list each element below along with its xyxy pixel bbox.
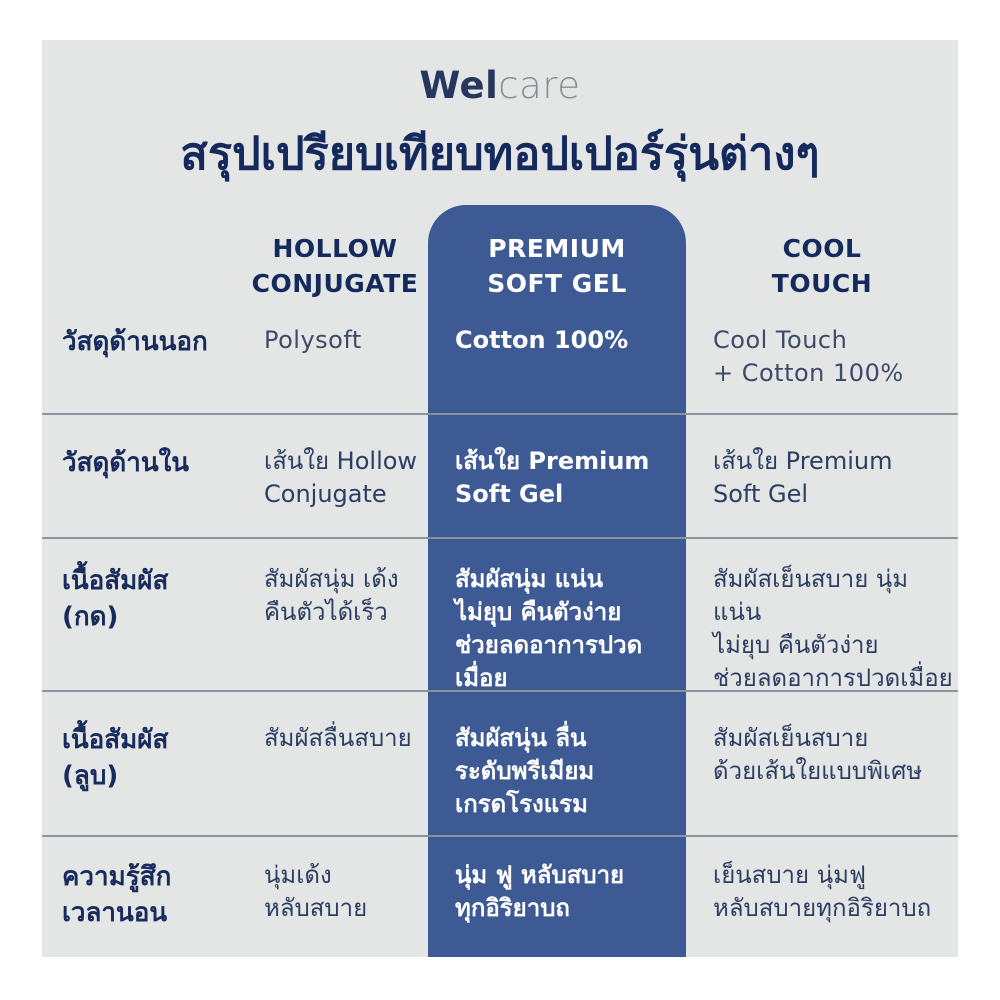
cell-inner-material-cool [686, 415, 958, 537]
row-header-line: (กด) [62, 602, 119, 632]
cell-texture-stroke-cool [686, 692, 958, 835]
cell-line: สัมผัสเย็นสบาย [713, 724, 869, 752]
table-row-sleeping-feel [42, 835, 958, 957]
cell-line: สัมผัสนุ่น ลื่น [455, 724, 587, 752]
column-header-line: SOFT GEL [487, 269, 627, 298]
column-header-hollow-conjugate [242, 205, 428, 310]
row-header-inner-material [42, 415, 242, 537]
welcare-logo [42, 40, 958, 107]
cell-sleeping-feel-cool [686, 837, 958, 957]
table-row-texture-stroke [42, 690, 958, 835]
cell-line: Soft Gel [713, 480, 809, 508]
row-header-sleeping-feel [42, 837, 242, 957]
cell-sleeping-feel-premium [428, 837, 686, 957]
logo-text-wel: Wel [419, 64, 499, 107]
column-header-cool-touch [686, 205, 958, 310]
column-header-line: COOL [782, 234, 862, 263]
cell-outer-material-cool [686, 310, 958, 413]
cell-inner-material-hollow [242, 415, 428, 537]
table-row-outer-material [42, 310, 958, 413]
cell-line: สัมผัสเย็นสบาย นุ่ม แน่น [713, 565, 909, 626]
row-header-line: วัสดุด้านใน [62, 448, 190, 478]
cell-inner-material-premium [428, 415, 686, 537]
column-header-line: TOUCH [771, 269, 873, 298]
cell-outer-material-premium [428, 310, 686, 413]
cell-line: สัมผัสลื่นสบาย [264, 724, 412, 752]
cell-line: ด้วยเส้นใยแบบพิเศษ [713, 757, 923, 785]
cell-line: หลับสบาย [264, 894, 368, 922]
cell-line: ไม่ยุบ คืนตัวง่าย [455, 598, 622, 626]
cell-line: Soft Gel [455, 480, 564, 508]
row-header-line: เนื้อสัมผัส [62, 725, 169, 755]
cell-line: เส้นใย Hollow [264, 447, 418, 475]
column-header-line: PREMIUM [488, 234, 626, 263]
row-header-line: (ลูบ) [62, 761, 119, 791]
logo-text-care: care [498, 64, 581, 107]
cell-line: เส้นใย Premium [455, 447, 650, 475]
row-header-outer-material [42, 310, 242, 413]
cell-line: คืนตัวได้เร็ว [264, 598, 388, 626]
row-header-line: เวลานอน [62, 898, 168, 928]
cell-line: หลับสบายทุกอิริยาบถ [713, 894, 932, 922]
cell-line: ช่วยลดอาการปวดเมื่อย [455, 631, 643, 692]
cell-line: ระดับพรีเมียม [455, 757, 595, 785]
table-row-texture-press [42, 537, 958, 690]
cell-texture-press-hollow [242, 539, 428, 695]
cell-line: เย็นสบาย นุ่มฟู [713, 861, 866, 889]
cell-sleeping-feel-hollow [242, 837, 428, 957]
cell-line: สัมผัสนุ่ม แน่น [455, 565, 604, 593]
row-header-texture-stroke [42, 692, 242, 835]
column-header-premium-soft-gel [428, 205, 686, 310]
cell-line: นุ่ม ฟู หลับสบาย [455, 861, 625, 889]
cell-line: ช่วยลดอาการปวดเมื่อย [713, 664, 953, 692]
cell-texture-stroke-hollow [242, 692, 428, 835]
column-header-line: CONJUGATE [251, 269, 419, 298]
table-row-inner-material [42, 413, 958, 537]
cell-line: Cool Touch [713, 326, 848, 354]
table-header-row [42, 205, 958, 310]
row-header-line: ความรู้สึก [62, 862, 172, 892]
cell-line: Conjugate [264, 480, 387, 508]
cell-outer-material-hollow [242, 310, 428, 413]
cell-line: Polysoft [264, 326, 362, 354]
cell-texture-stroke-premium [428, 692, 686, 835]
column-header-line: HOLLOW [272, 234, 398, 263]
cell-line: สัมผัสนุ่ม เด้ง [264, 565, 399, 593]
cell-line: เส้นใย Premium [713, 447, 893, 475]
row-header-line: วัสดุด้านนอก [62, 327, 208, 357]
cell-line: ไม่ยุบ คืนตัวง่าย [713, 631, 879, 659]
row-header-line: เนื้อสัมผัส [62, 566, 169, 596]
cell-line: เกรดโรงแรม [455, 790, 588, 818]
cell-line: นุ่มเด้ง [264, 861, 332, 889]
page-title: สรุปเปรียบเทียบทอปเปอร์รุ่นต่างๆ [180, 127, 820, 180]
cell-line: + Cotton 100% [713, 359, 904, 387]
cell-line: Cotton 100% [455, 326, 629, 354]
cell-texture-press-premium [428, 539, 686, 695]
header-spacer [42, 205, 242, 310]
cell-texture-press-cool [686, 539, 958, 695]
cell-line: ทุกอิริยาบถ [455, 894, 570, 922]
comparison-table [42, 205, 958, 957]
row-header-texture-press [42, 539, 242, 695]
comparison-card [42, 40, 958, 957]
